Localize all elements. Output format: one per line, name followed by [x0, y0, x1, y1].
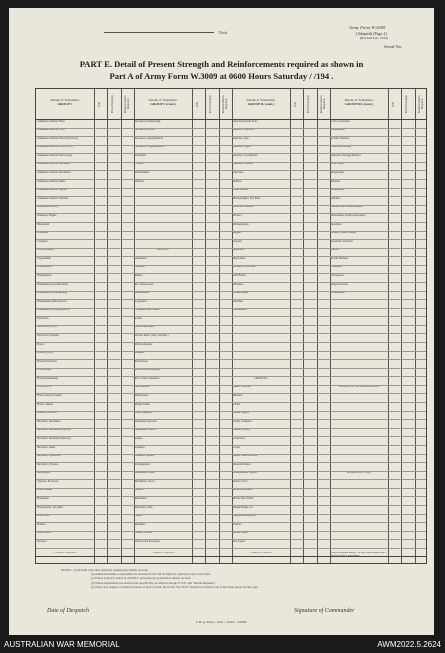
- row-label: Armourer, Artillery: [37, 205, 58, 209]
- row-label: Shoemakers and Boot Repairers: [331, 213, 366, 217]
- row-label: Grinder, Precision: [37, 411, 57, 415]
- row-label: Technical Store-men: [233, 265, 256, 269]
- row-line: [36, 222, 426, 223]
- row-label: Electrician (M.V.): [37, 325, 57, 329]
- row-label: Armament Artificer Fitter: [37, 119, 65, 123]
- row-label: Cooks: [233, 445, 240, 449]
- row-label: Despatch Riders: [233, 462, 251, 466]
- row-label: Vulcanizers: [331, 273, 344, 277]
- row-label: Surveyors, Engineering: [135, 119, 161, 123]
- row-label: Bakers: [135, 273, 143, 277]
- row-label: Concreters: [233, 436, 245, 440]
- form-page: [9, 8, 434, 635]
- row-line: [36, 282, 426, 283]
- row-label: Orderlies, Nursing Medical: [331, 153, 361, 157]
- row-label: Farriers: [233, 522, 242, 526]
- row-label: Saw Doctors: [37, 531, 51, 535]
- row-label: Armament Artificer Fitter (M.V.): [37, 145, 73, 149]
- row-label: Dental Clerk Orderlies: [233, 454, 258, 458]
- column-header-text: Details of Tradesmen.: [246, 98, 276, 102]
- form-adapted: (Adapted) (Page 2): [356, 31, 387, 36]
- subcolumn: [219, 89, 233, 563]
- row-label: Roughriders: [331, 188, 345, 192]
- subcolumn: [388, 89, 402, 563]
- row-line: [36, 479, 426, 480]
- row-label: Plumber: [37, 522, 47, 526]
- row-label: Drivers Mech. (Eng. and Mot.): [135, 334, 169, 338]
- row-label: Electricians (Engineer): [135, 368, 160, 372]
- row-label: Surveyors, Trigonometrical: [135, 145, 165, 149]
- row-label: Signwriters: [233, 256, 246, 260]
- row-line: [36, 256, 426, 257]
- row-label: Draughtsman (Architectural): [37, 282, 69, 286]
- row-label: Wheelers: [233, 282, 244, 286]
- row-label: DETAILS OF NON-TRADESMEN.: [339, 385, 379, 389]
- row-line: [36, 136, 426, 137]
- row-label: Clerks, Orderly: [233, 428, 250, 432]
- row-label: Riggers: [233, 231, 242, 235]
- row-label: Carpenters: [135, 299, 147, 303]
- row-label: Operator, Line: [233, 136, 249, 140]
- row-label: Operator, Keyboard: [233, 128, 255, 132]
- row-label: Wall Borers: [233, 273, 246, 277]
- row-label: Linemen, Signals: [135, 454, 154, 458]
- row-label: Fitters: [37, 342, 44, 346]
- row-label: Watchmakers: [135, 171, 150, 175]
- subcolumn: [415, 89, 429, 563]
- row-label: Draughtsman (Engineering): [37, 291, 68, 295]
- subcolumn: [192, 89, 206, 563]
- row-label: Masons: [135, 488, 144, 492]
- row-label: Driver Mechanics: [233, 488, 253, 492]
- row-label: Turners: [135, 162, 144, 166]
- row-label: Clerks: [233, 402, 241, 406]
- row-line: [36, 522, 426, 523]
- row-line: [36, 436, 426, 437]
- subcolumn: [401, 89, 415, 563]
- row-label: Plate Layers: [331, 162, 345, 166]
- row-line: [36, 445, 426, 446]
- row-label: Millwrights: [37, 471, 50, 475]
- row-line: [36, 496, 426, 497]
- row-label: Armourers: [135, 256, 147, 260]
- row-label: Whitesmiths: [331, 291, 345, 295]
- group-column-2: [232, 89, 291, 563]
- row-line: [36, 359, 426, 360]
- subcolumn-header: W.E.: [293, 101, 297, 107]
- row-label: Nurses, Trained: [135, 531, 153, 535]
- row-label: CARRIED FORWARD: [249, 552, 273, 555]
- row-label: Driver Opts. Fixed: [233, 496, 254, 500]
- row-line: [36, 342, 426, 343]
- row-label: Lithographers: [135, 462, 151, 466]
- row-label: Cooks: [135, 316, 142, 320]
- row-label: Surveyors, R.A.A.: [135, 128, 155, 132]
- serial-label: Serial No.: [384, 44, 403, 49]
- row-label: Armament Artificer Instrument: [37, 171, 71, 175]
- row-label: Equipment Repairers: [233, 514, 256, 518]
- row-label: Draughtsman (Topographical): [37, 308, 70, 312]
- row-label: ATTACHED BY H.Q.: [346, 471, 372, 475]
- subcolumn-header: Reinforcements Required: [124, 95, 131, 113]
- row-label: Radiographers: [233, 222, 249, 226]
- row-line: [36, 170, 426, 171]
- unit-label: Unit: [219, 30, 228, 35]
- title-line-2: Part A of Army Form W.3009 at 0600 Hours Saturday / /194 .: [109, 71, 334, 81]
- row-label: Panel Beaters: [233, 188, 248, 192]
- row-label: Rangetakers: [331, 171, 345, 175]
- subcolumn-header: Posted Strength: [405, 95, 408, 113]
- column-group-label: GROUP I. (cont.): [150, 102, 176, 106]
- row-line: [36, 376, 426, 377]
- row-label: Armament Artificer Fitter: [37, 128, 65, 132]
- row-label: Mechanic, Instrument: [37, 419, 61, 423]
- row-label: Textile Refiners: [331, 256, 349, 260]
- row-label: Mechanics: [135, 496, 147, 500]
- row-label: Bakers' Servants: [233, 385, 251, 389]
- row-label: Predictor Numbers: [233, 205, 254, 209]
- subcolumn-header: Posted Strength: [209, 95, 212, 113]
- note-line: (d) Where replacement not desired note specifically on return in margin of W.E. and "Details Required.": [91, 580, 217, 585]
- row-label: Drivers, M.T.: [233, 479, 248, 483]
- row-label: Operator, Switchboard: [233, 153, 258, 157]
- subcolumn-header: Posted Strength: [307, 95, 310, 113]
- row-label: Fitters' Mates: [233, 531, 248, 535]
- row-label: Mechanic, Wireless: [37, 462, 59, 466]
- row-label: Hollo Operators: [135, 411, 153, 415]
- row-label: Photowriter: [37, 514, 50, 518]
- row-label: Signallers: [233, 248, 244, 252]
- note-line: (e) Where any request or notation is made on back of form, the words "See Back" should be written in one of the blank spaces on this page.: [91, 584, 259, 589]
- row-label: Miners: [135, 514, 143, 518]
- row-label: Clerks, Supply: [233, 411, 249, 415]
- row-label: Machinists, Metal: [135, 471, 155, 475]
- note-line: (b) Authorised trades or specialists not included in list will be added as required in spaces provided.: [91, 572, 211, 577]
- note-line: NOTES.—(a) If trade other than printed is required give details on back.: [61, 568, 149, 572]
- row-label: Height Takers: [135, 402, 151, 406]
- row-label: Photographers, Dry Plate: [233, 196, 261, 200]
- row-label: Painters: [233, 179, 242, 183]
- row-label: Blacksmith: [37, 222, 50, 226]
- row-line: [36, 179, 426, 180]
- row-label: Armament Artificer Fitter (Electrical): [37, 136, 78, 140]
- row-label: Carpenter: [37, 239, 48, 243]
- row-label: Mechanic, Radio: [37, 445, 56, 449]
- row-label: Linemen: [135, 445, 145, 449]
- row-label: Fitters, Railway Signal: [37, 394, 62, 398]
- row-label: Fitters (Electrical): [37, 359, 57, 363]
- row-label: Riveters: [331, 179, 340, 183]
- row-label: Bt. Canteen Asst.: [135, 282, 154, 286]
- row-label: Wagon Erectors: [331, 282, 349, 286]
- row-label: Electrician (Signals): [37, 334, 60, 338]
- row-label: Operating Room Assts.: [233, 119, 259, 123]
- row-label: Hairdressers: [135, 394, 149, 398]
- row-label: Stokers, Steam, Engine: [331, 231, 357, 235]
- row-line: [36, 333, 426, 334]
- row-label: Instrument Operator: [135, 419, 157, 423]
- row-label: CARRIED FORWARD: [151, 552, 175, 555]
- row-label: Draughtsman: [37, 265, 52, 269]
- note-line: (c) Where A.W.A.S. and/or A.A.M.W.S. personnel are posted show details on back.: [91, 576, 192, 581]
- row-label: Leather Stitchers: [331, 136, 350, 140]
- row-line: [36, 316, 426, 317]
- row-label: GROUP III.: [254, 376, 268, 380]
- row-label: Orderlies, Nursing: [331, 145, 352, 149]
- row-label: Welders: [135, 179, 144, 183]
- row-label: Engine Hands, I.C.: [233, 505, 254, 509]
- row-line: [36, 393, 426, 394]
- column-group-label: GROUP III. (cont.): [345, 102, 373, 106]
- row-label: Armament Artificer Signals: [37, 188, 67, 192]
- row-line: [36, 402, 426, 403]
- row-label: Gas Layers: [233, 539, 246, 543]
- row-label: Electricians: [135, 359, 148, 363]
- row-label: Joiners: [135, 436, 143, 440]
- row-label: Moulders: [135, 522, 146, 526]
- row-label: Assayers: [135, 265, 145, 269]
- row-label: Armament Artificer Instrument: [37, 162, 71, 166]
- row-label: Woodturners: [233, 308, 247, 312]
- subcolumn: [94, 89, 108, 563]
- row-label: Draughtsman: [37, 273, 52, 277]
- row-line: [36, 239, 426, 240]
- row-label: Draughtsman (Mechanical): [37, 299, 67, 303]
- row-line: [36, 213, 426, 214]
- row-line: [36, 153, 426, 154]
- row-label: Fitters (Gun): [37, 368, 51, 372]
- row-label: Coppersmith: [37, 256, 51, 260]
- row-label: Mechanic, Instrument (Survey): [37, 436, 71, 440]
- row-label: Clerks, Technical: [233, 419, 252, 423]
- row-line: [36, 539, 426, 540]
- row-label: Photographer, Dry Plate: [37, 505, 63, 509]
- row-label: Driver-Operator: [135, 342, 153, 346]
- subcolumn: [317, 89, 331, 563]
- row-line: [36, 299, 426, 300]
- row-label: Wheelwrights: [233, 291, 249, 295]
- row-label: Saddlers and Harness Makers: [331, 205, 363, 209]
- row-label: Pharmacist: [37, 496, 49, 500]
- row-label: Storemen: [331, 222, 342, 226]
- row-label: Sawyers: [233, 239, 243, 243]
- row-label: Gas Operator: [135, 385, 150, 389]
- group-column-3: [330, 89, 389, 563]
- row-label: Operator, Excavator: [37, 479, 59, 483]
- row-line: [36, 196, 426, 197]
- subcolumn-header: Posted Strength: [111, 95, 114, 113]
- row-label: Fitters (Instrument): [37, 376, 58, 380]
- row-line: [36, 273, 426, 274]
- row-line: [36, 462, 426, 463]
- subcolumn-header: Reinforcements Required: [222, 95, 229, 113]
- row-label: Bricklayer: [37, 231, 49, 235]
- row-label: Storemen, Technical: [331, 239, 354, 243]
- row-label: Butchers: [233, 394, 243, 398]
- row-line: [36, 556, 426, 557]
- row-label: Fitters, Signals: [37, 402, 54, 406]
- title-line-1: PART E. Detail of Present Strength and Reinforcements required as shown in: [79, 59, 364, 69]
- subcolumn-header: W.E.: [391, 101, 395, 107]
- row-label: Machinists, Wood: [135, 479, 155, 483]
- row-label: Tinsmiths: [135, 153, 146, 157]
- row-label: Opticians: [233, 171, 244, 175]
- row-label: Fitters (Cycle): [37, 351, 53, 355]
- row-label: Saddlers: [331, 196, 341, 200]
- subcolumn-header: W.E.: [195, 101, 199, 107]
- subcolumn-header: Reinforcements Required: [320, 95, 327, 113]
- row-label: Surveyor: [37, 539, 47, 543]
- row-label: Mechanic, Instrument (Optical): [37, 428, 71, 432]
- subcolumn-header: Reinforcements Required: [418, 95, 425, 113]
- subcolumn-header: W.E.: [97, 101, 101, 107]
- row-line: [36, 505, 426, 506]
- row-label: Hammermen: [331, 128, 346, 132]
- row-label: Armament Artificer Wireless: [37, 196, 69, 200]
- caption-left: AUSTRALIAN WAR MEMORIAL: [4, 640, 120, 649]
- row-label: Carpenters and Joiners: [135, 308, 160, 312]
- row-label: Dental Mechanics: [135, 325, 155, 329]
- row-label: Vermintes: [331, 265, 342, 269]
- row-label: Drainers: [135, 351, 145, 355]
- row-label: Observation Post Assts.: [135, 539, 161, 543]
- subcolumn: [107, 89, 121, 563]
- row-label: Fitters (M.V.): [37, 385, 52, 389]
- row-label: Fire Control Operators: [135, 376, 160, 380]
- form-revised: (Revised Jan., 1943): [360, 36, 388, 40]
- caption-right: AWM2022.5.2624: [377, 640, 441, 649]
- subcolumn: [205, 89, 219, 563]
- row-label: Boilermakers: [135, 291, 150, 295]
- form-name: Army Form W.3009: [349, 25, 386, 30]
- subcolumn: [303, 89, 317, 563]
- row-label: GROUP II.: [156, 248, 170, 252]
- column-header-text: Details of Tradesmen.: [50, 98, 80, 102]
- strength-table: [35, 88, 427, 564]
- column-group-label: GROUP II. (cont.): [247, 102, 275, 106]
- row-line: [36, 419, 426, 420]
- subcolumn: [121, 89, 135, 563]
- row-label: Operator, Signal: [233, 145, 251, 149]
- row-label: Totals of columns marked * to agree with column 4 and 5 and 10 of Part A, respectively.: [331, 552, 387, 558]
- row-label: Pattern Maker: [37, 488, 53, 492]
- row-label: G.P.O. Assistants: [331, 119, 350, 123]
- subcolumn: [290, 89, 304, 563]
- signature-label: Signature of Commander: [294, 608, 355, 614]
- row-label: Intelligence Clerks: [135, 428, 156, 432]
- row-label: Printers: [233, 213, 242, 217]
- column-header-text: Details of Tradesmen.: [148, 98, 178, 102]
- unit-line: [104, 32, 214, 33]
- row-label: Operator, Wireless: [233, 162, 254, 166]
- row-label: Draughtsmen, Signals: [233, 471, 257, 475]
- row-label: Armament Artificer Radio: [37, 179, 66, 183]
- column-header-text: Details of Tradesmen.: [344, 98, 374, 102]
- column-group-label: GROUP I.: [57, 102, 73, 106]
- row-label: Cooks, Hospital: [37, 248, 55, 252]
- row-label: Armament Artificer Fitter (Gun): [37, 153, 72, 157]
- row-label: Surveyors, Topographical: [135, 136, 163, 140]
- row-label: Electrician: [37, 316, 49, 320]
- row-label: CARRIED FORWARD: [53, 552, 77, 555]
- despatch-label: Date of Despatch: [47, 608, 89, 614]
- row-label: Mechanics, M.T.: [135, 505, 154, 509]
- printer-line: L.H.Q. Press—433—10/43—32000.: [195, 620, 248, 624]
- row-line: [36, 548, 426, 549]
- row-label: Mechanic, Typewriter: [37, 454, 61, 458]
- row-label: Armourer, Engine: [37, 213, 57, 217]
- header-divider: [36, 89, 426, 120]
- row-label: Wiremen: [233, 299, 243, 303]
- row-label: Tailors: [331, 248, 339, 252]
